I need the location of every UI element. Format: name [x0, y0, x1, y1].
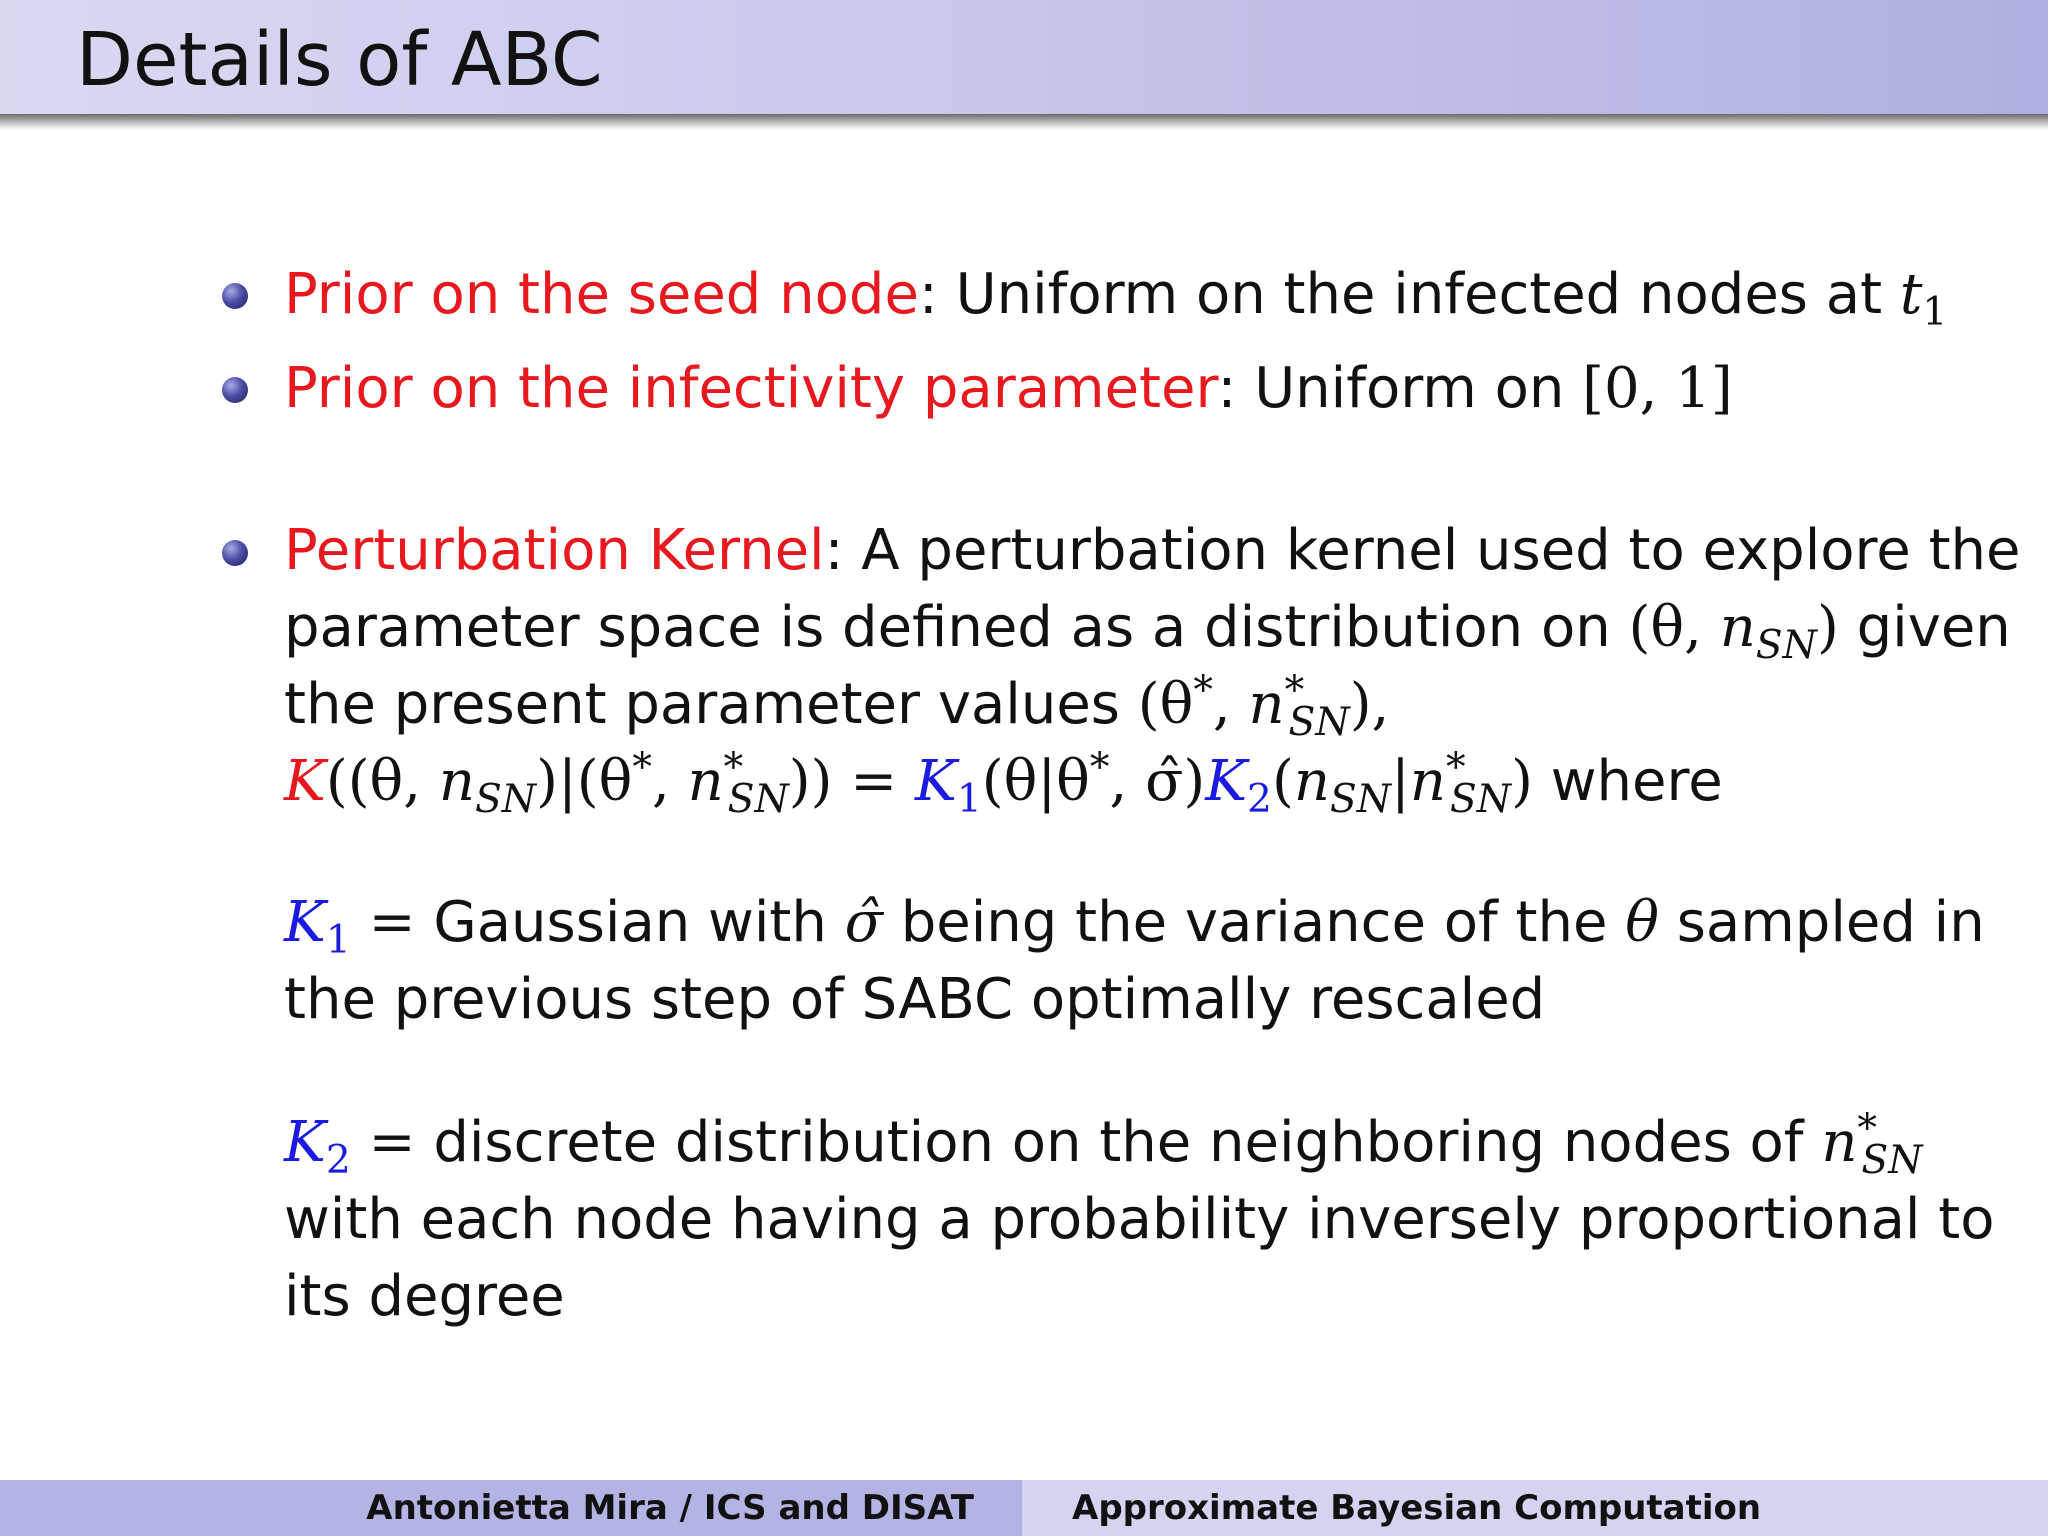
kernel-line-2-text: parameter space is defined as a distribution on: [284, 595, 1611, 660]
kernel-line-1: [284, 512, 2021, 589]
kernel-line-3-text: the present parameter values: [284, 672, 1120, 737]
kernel-line-2-tail: given: [1856, 595, 2011, 660]
math-t-sub: 1: [1922, 290, 1948, 336]
formula-part: )) =: [788, 749, 898, 814]
bullet-seed-node: [284, 256, 1948, 336]
k2-equals: =: [368, 1110, 416, 1175]
math-close: ): [1816, 595, 1839, 660]
kernel-k1-description: [284, 884, 1985, 1038]
k1-sub: 1: [325, 918, 351, 964]
footer-author: Antonietta Mira / ICS and DISAT: [366, 1488, 974, 1528]
formula-n: n: [1293, 749, 1330, 814]
formula-K1: K: [914, 749, 957, 814]
k2-n-sub: SN: [1861, 1138, 1923, 1184]
k1-line-2: the previous step of SABC optimally rescaled: [284, 967, 1546, 1032]
math-close: ),: [1349, 672, 1390, 737]
k1-sigma-hat: σ̂: [844, 890, 883, 955]
formula-sub: SN: [474, 777, 537, 823]
ball-bullet-icon: [222, 377, 248, 403]
bullet-text-seed-node: Uniform on the infected nodes at: [955, 262, 1883, 327]
bullet-perturbation-kernel: [284, 512, 2021, 823]
k2-line-1: [284, 1104, 1924, 1184]
math-n-star-scripts: [1284, 666, 1350, 746]
formula-part: ): [1511, 749, 1533, 814]
formula-star: *: [1446, 745, 1466, 791]
math-star: *: [1193, 668, 1213, 714]
formula-part: (: [1271, 749, 1294, 814]
math-open: (θ,: [1628, 595, 1702, 660]
bullet-sep: :: [1217, 356, 1237, 421]
k1-symbol: K: [284, 890, 326, 955]
k2-star: *: [1857, 1106, 1878, 1152]
bullet-label-seed-node: Prior on the seed node: [284, 262, 919, 327]
k2-n: n: [1821, 1110, 1858, 1175]
k1-equals: =: [368, 890, 416, 955]
math-n: n: [1719, 595, 1756, 660]
footer-title: Approximate Bayesian Computation: [1072, 1488, 1762, 1528]
footer-title-bar: [1022, 1480, 2048, 1536]
bullet-sep: :: [918, 262, 938, 327]
formula-part: ,: [651, 749, 670, 814]
math-interval: [0, 1]: [1582, 356, 1733, 421]
bullet-infectivity: [284, 350, 1924, 427]
bullet-label-infectivity: Prior on the infectivity parameter: [284, 356, 1218, 421]
k1-theta: θ: [1625, 890, 1659, 955]
k1-text-b: being the variance of the: [900, 890, 1608, 955]
math-star: *: [1284, 668, 1305, 714]
formula-K2: K: [1205, 749, 1248, 814]
kernel-k2-description: [284, 1104, 1995, 1335]
k2-text-a: discrete distribution on the neighboring nodes of: [433, 1110, 1804, 1175]
k2-n-scripts: [1857, 1104, 1923, 1184]
k2-sub: 2: [325, 1138, 351, 1184]
math-comma: ,: [1212, 672, 1231, 737]
slide-title: Details of ABC: [76, 17, 603, 103]
k1-line-1: [284, 884, 1985, 964]
formula-sub: SN: [1449, 777, 1512, 823]
formula-part: |: [1391, 749, 1410, 814]
math-open-star: (θ: [1137, 672, 1194, 737]
k1-text-a: Gaussian with: [433, 890, 827, 955]
kernel-line-2: [284, 589, 2011, 669]
formula-part: (θ|θ: [981, 749, 1090, 814]
formula-scripts: [1446, 743, 1512, 823]
formula-star: *: [723, 745, 744, 791]
formula-scripts: [723, 743, 789, 823]
formula-n: n: [1409, 749, 1446, 814]
formula-where: where: [1550, 749, 1723, 814]
bullet-sep: :: [824, 518, 844, 583]
formula-n: n: [438, 749, 475, 814]
formula-part: )|(θ: [536, 749, 633, 814]
kernel-line-1-text: A perturbation kernel used to explore the: [861, 518, 2021, 583]
formula-sub: SN: [1329, 777, 1392, 823]
kernel-line-3: [284, 666, 1924, 746]
k1-text-c: sampled in: [1676, 890, 1985, 955]
math-n-star: n: [1248, 672, 1285, 737]
math-n-sub: SN: [1755, 623, 1817, 669]
k2-symbol: K: [284, 1110, 326, 1175]
formula-part: , σ̂): [1109, 749, 1206, 814]
formula-star: *: [632, 745, 652, 791]
formula-K: K: [284, 749, 326, 814]
bullet-label-kernel: Perturbation Kernel: [284, 518, 825, 583]
ball-bullet-icon: [222, 540, 248, 566]
k2-line-2: with each node having a probability inversely proportional to: [284, 1187, 1995, 1252]
formula-part: ((θ,: [325, 749, 422, 814]
ball-bullet-icon: [222, 283, 248, 309]
formula-star: *: [1089, 745, 1110, 791]
formula-K2-sub: 2: [1247, 777, 1272, 823]
bullet-text-infectivity: Uniform on: [1254, 356, 1565, 421]
formula-sub: SN: [727, 777, 789, 823]
kernel-formula: [284, 743, 1924, 823]
footer-author-bar: [0, 1480, 1022, 1536]
math-n-sub: SN: [1288, 700, 1350, 746]
formula-K1-sub: 1: [956, 777, 982, 823]
math-t: t: [1899, 262, 1923, 327]
formula-n: n: [687, 749, 724, 814]
k2-line-3: its degree: [284, 1264, 565, 1329]
